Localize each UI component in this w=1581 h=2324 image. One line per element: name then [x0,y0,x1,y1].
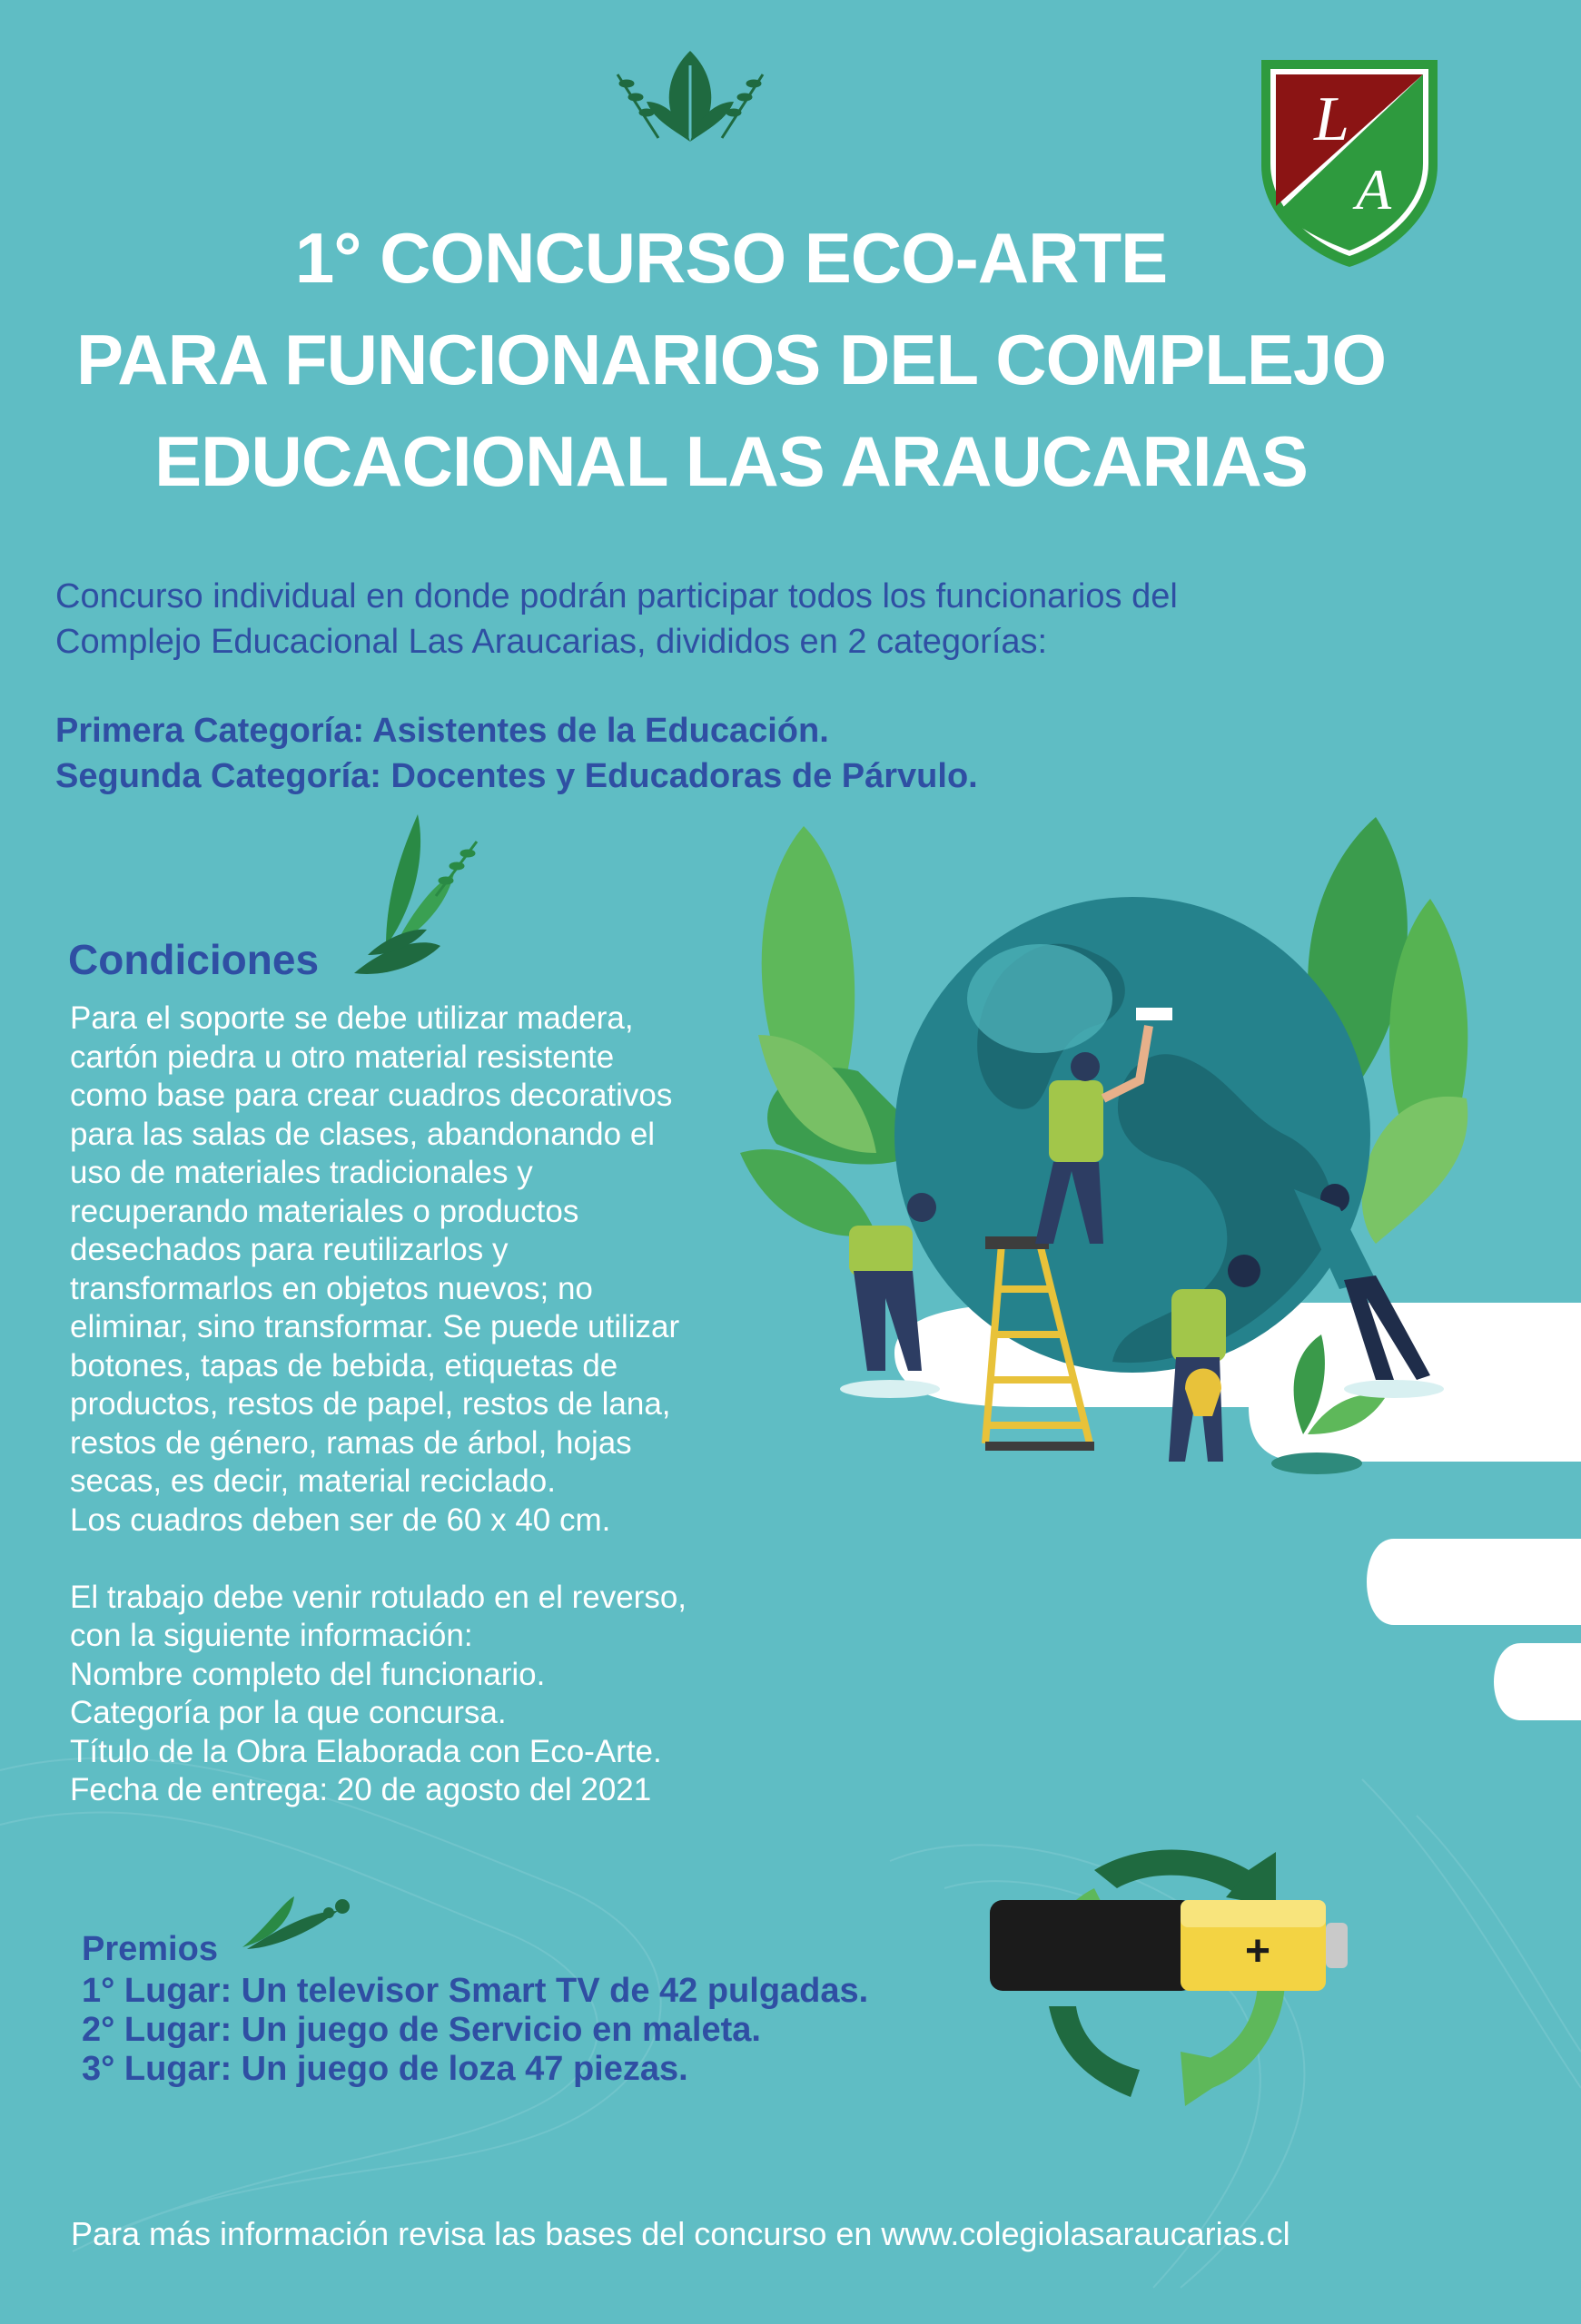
categories-list [55,708,1418,799]
title-line: 1° CONCURSO ECO-ARTE [294,218,1168,298]
conditions-body: Para el soporte se debe utilizar madera, cartón piedra u otro material resistente como base para crear cuadros decorativos para las salas de clases, abandonando el uso de materiales tradicionales y recuperando materiales o productos desechados para reutilizarlos y transformarlos en objetos nuevos; no eliminar, sino transformar. Se puede utilizar botones, tapas de bebida, etiquetas de productos, restos de papel, restos de lana, restos de género, ramas de árbol, hojas secas, es decir, material reciclado. Los cuadros deben ser de 60 x 40 cm. El trabajo debe venir rotulado en el reverso, con la siguiente información: Nombre completo del funcionario. Categoría por la que concursa. Título de la Obra Elaborada con Eco-Arte. Fecha de entrega: 20 de agosto del 2021 [70,1000,687,1807]
prize-item: 3° Lugar: Un juego de loza 47 piezas. [82,2050,688,2088]
battery-recycle-icon [985,1843,1358,2106]
title-line: PARA FUNCIONARIOS DEL COMPLEJO [76,320,1386,399]
intro-paragraph [55,574,1418,665]
battery-plus-sign: + [1244,1927,1271,1975]
intro-line: Complejo Educacional Las Araucarias, divididos en 2 categorías: [55,623,1048,661]
title-line: EDUCACIONAL LAS ARAUCARIAS [154,421,1308,501]
leaves-icon [350,810,486,982]
prize-item: 1° Lugar: Un televisor Smart TV de 42 pulgadas. [82,1972,869,2010]
intro-line: Concurso individual en donde podrán participar todos los funcionarios del [55,577,1178,615]
prize-item: 2° Lugar: Un juego de Servicio en maleta. [82,2011,761,2049]
category-item: Primera Categoría: Asistentes de la Educación. [55,712,829,750]
crest-letter-l: L [1314,84,1349,154]
footer-info: Para más información revisa las bases del concurso en www.colegiolasaraucarias.cl [71,2215,1290,2252]
crest-letter-a: A [1356,157,1392,222]
earth-illustration [740,808,1581,1788]
leaf-ornament-icon [608,47,772,147]
prizes-list [82,1972,868,2089]
conditions-title: Condiciones [68,936,320,983]
prize-leaf-icon [238,1893,356,1956]
prizes-title: Premios [82,1930,218,1968]
page-title [0,207,1462,512]
category-item: Segunda Categoría: Docentes y Educadoras de Párvulo. [55,757,978,795]
